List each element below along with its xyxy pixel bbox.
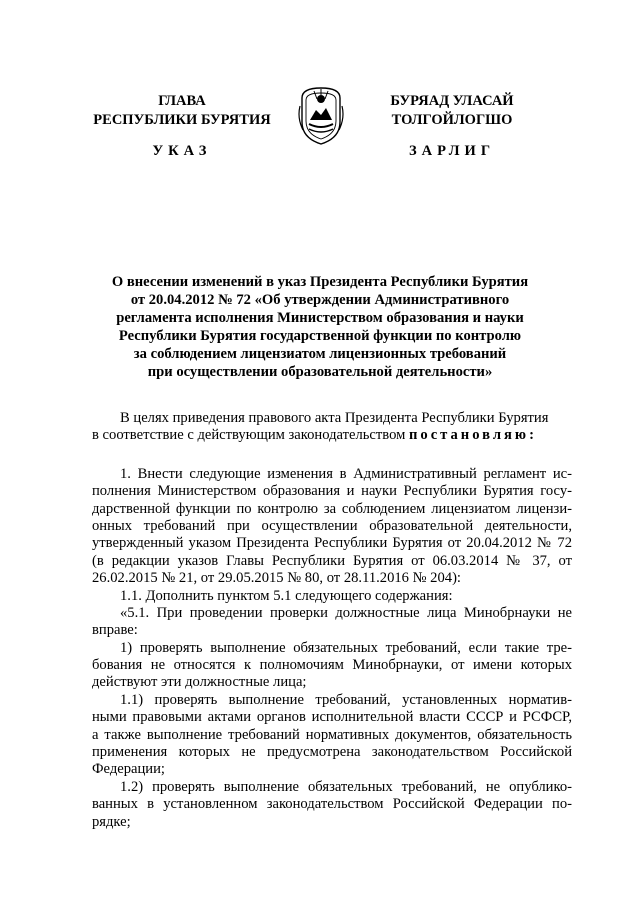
title-line: от 20.04.2012 № 72 «Об утверждении Административного (130, 292, 510, 308)
paragraph-line: (в редакции указов Главы Республики Бурятия от 06.03.2014 № 37, от (92, 552, 572, 569)
paragraph-line: дарственной функции по контролю за соблюдением лицензиатом лицензи- (92, 500, 572, 517)
preamble-text: в соответствие с действующим законодательством (92, 427, 409, 444)
header-left-authority (82, 92, 282, 130)
subitem-line: ванных в установленном законодательством Российской Федерации по- (92, 796, 572, 813)
subitem-line: рядке; (92, 813, 131, 830)
header-right-line: ТОЛГОЙЛОГШО (391, 112, 513, 128)
paragraph-line: утвержденный указом Президента Республики Бурятия от 20.04.2012 № 72 (92, 535, 572, 552)
title-line: при осуществлении образовательной деятельности» (147, 364, 493, 380)
title-line: Республики Бурятия государственной функции по контролю (118, 328, 522, 344)
paragraph-line: 1. Внести следующие изменения в Административный регламент ис- (120, 465, 572, 482)
subitem-line: действуют эти должностные лица; (92, 674, 307, 691)
subitem-line: 1.2) проверять выполнение обязательных требований, не опублико- (120, 778, 572, 795)
quote-line: «5.1. При проведении проверки должностные лица Минобрнауки не (120, 604, 572, 621)
subitem-line: 1) проверять выполнение обязательных требований, если такие тре- (120, 639, 572, 656)
subitem-line: бования не относятся к полномочиям Минобрнауки, от имени которых (92, 657, 572, 674)
paragraph-line: полнения Министерством образования и науки Республики Бурятия госу- (92, 483, 572, 500)
subitem-line: а также выполнение требований нормативных документов, обязательность (92, 726, 572, 743)
title-line: регламента исполнения Министерством образования и науки (116, 310, 524, 326)
subitem-line: ными правовыми актами органов исполнительной власти СССР и РСФСР, (92, 709, 572, 726)
document-body (92, 410, 572, 831)
preamble-line: В целях приведения правового акта Президента Республики Бурятия (120, 410, 549, 426)
preamble-resolve-word: постановляю: (408, 427, 537, 444)
subitem-line: Федерации; (92, 761, 165, 778)
decree-type-right: ЗАРЛИГ (408, 143, 496, 159)
header-left-line: ГЛАВА (158, 93, 206, 109)
subitem-line: 1.1) проверять выполнение требований, установленных норматив- (120, 691, 572, 708)
header-right-authority (352, 92, 552, 130)
paragraph-line: онных требований при осуществлении образовательной деятельности, (92, 517, 572, 534)
title-line: за соблюдением лицензиатом лицензионных требований (133, 346, 507, 362)
paragraph-line: 26.02.2015 № 21, от 29.05.2015 № 80, от 28.11.2016 № 204): (92, 570, 461, 587)
header-right-line: БУРЯАД УЛАСАЙ (390, 93, 514, 109)
quote-line: вправе: (92, 622, 138, 639)
decree-type-left: УКАЗ (152, 143, 212, 159)
header-left-line: РЕСПУБЛИКИ БУРЯТИЯ (93, 112, 271, 128)
document-title (90, 273, 550, 381)
item-line: 1.1. Дополнить пунктом 5.1 следующего содержания: (120, 587, 453, 604)
title-line: О внесении изменений в указ Президента Республики Бурятия (111, 274, 529, 290)
preamble-line (92, 427, 572, 444)
subitem-line: применения которых не предусмотрена законодательством Российской (92, 744, 572, 761)
coat-of-arms-icon (296, 84, 346, 146)
